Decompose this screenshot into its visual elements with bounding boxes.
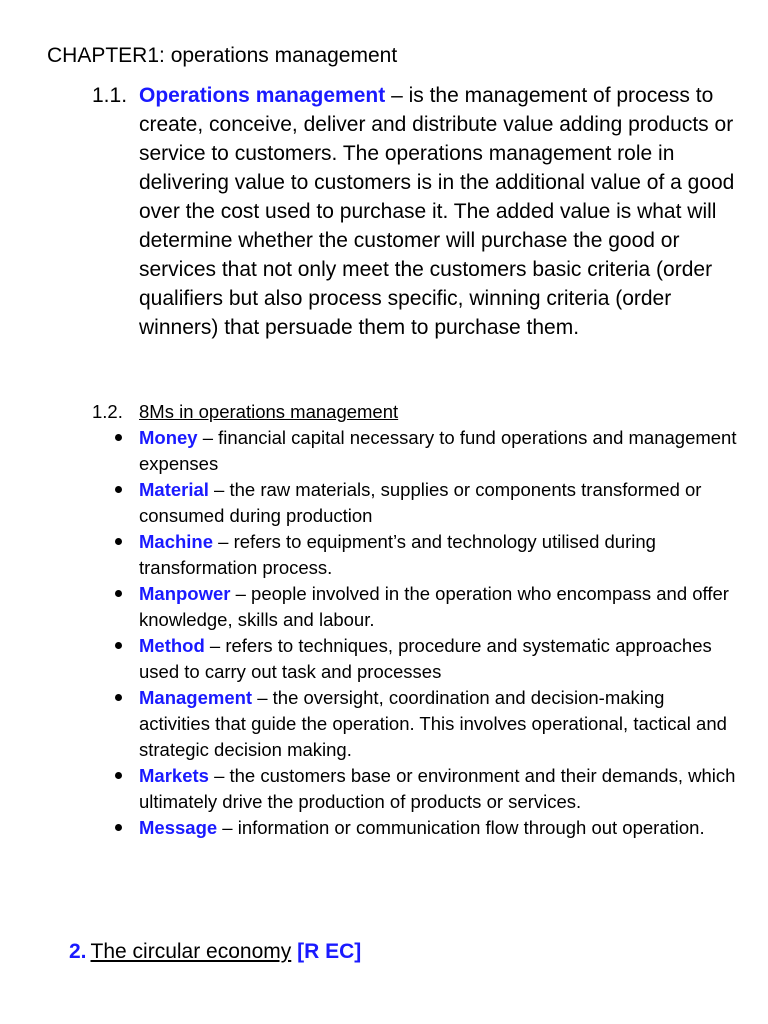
definition-text: – is the management of process to create, conceive, deliver and distribute value adding products or service to customers. The operations management role in delivering value to customers is in the additional value of a good over the cost used to purchase it. The added value is what will determine whether the customer will purchase the good or services that not only meet the customers basic criteria (order qualifiers but also process specific, winning criteria (order winners) that persuade them to purchase them. [139,84,735,339]
list-item-material [139,477,739,529]
list-item-term: Management [139,687,253,708]
list-item-machine [139,529,739,581]
list-item-text: – refers to techniques, procedure and systematic approaches used to carry out task and processes [139,635,712,682]
list-item-term: Markets [139,765,209,786]
list-item-method [139,633,739,685]
eight-ms-list [139,425,739,841]
list-item-text: – information or communication flow through out operation. [217,817,705,838]
list-item-markets [139,763,739,815]
section-1-1 [92,81,737,342]
list-item-text: – financial capital necessary to fund operations and management expenses [139,427,737,474]
section-body [139,81,737,342]
bullet-icon [115,824,122,831]
bullet-icon [115,772,122,779]
section-1-2-heading [92,401,398,423]
section-number: 1.1. [92,84,128,107]
list-item-manpower [139,581,739,633]
bullet-icon [115,694,122,701]
list-item-money [139,425,739,477]
list-item-term: Message [139,817,218,838]
list-item-term: Material [139,479,209,500]
bullet-icon [115,486,122,493]
section-title: The circular economy [90,940,292,963]
list-item-term: Manpower [139,583,231,604]
list-item-term: Machine [139,531,214,552]
section-number: 2. [69,940,87,963]
list-item-text: – people involved in the operation who encompass and offer knowledge, skills and labour. [139,583,729,630]
chapter-title: CHAPTER1: operations management [47,44,398,67]
section-heading-text: 8Ms in operations management [139,401,399,422]
list-item-text: – the raw materials, supplies or components transformed or consumed during production [139,479,702,526]
bullet-icon [115,642,122,649]
list-item-term: Method [139,635,205,656]
list-item-message [139,815,739,841]
list-item-term: Money [139,427,198,448]
bullet-icon [115,538,122,545]
list-item-text: – the oversight, coordination and decision-making activities that guide the operation. This involves operational, tactical and strategic decision making. [139,687,727,760]
section-number: 1.2. [92,401,123,422]
bullet-icon [115,434,122,441]
list-item-management [139,685,739,763]
term-operations-management: Operations management [139,84,386,107]
list-item-text: – the customers base or environment and their demands, which ultimately drive the production of products or services. [139,765,736,812]
list-item-text: – refers to equipment’s and technology utilised during transformation process. [139,531,656,578]
section-2-heading [69,938,361,966]
section-tag: [R EC] [297,940,362,963]
bullet-icon [115,590,122,597]
